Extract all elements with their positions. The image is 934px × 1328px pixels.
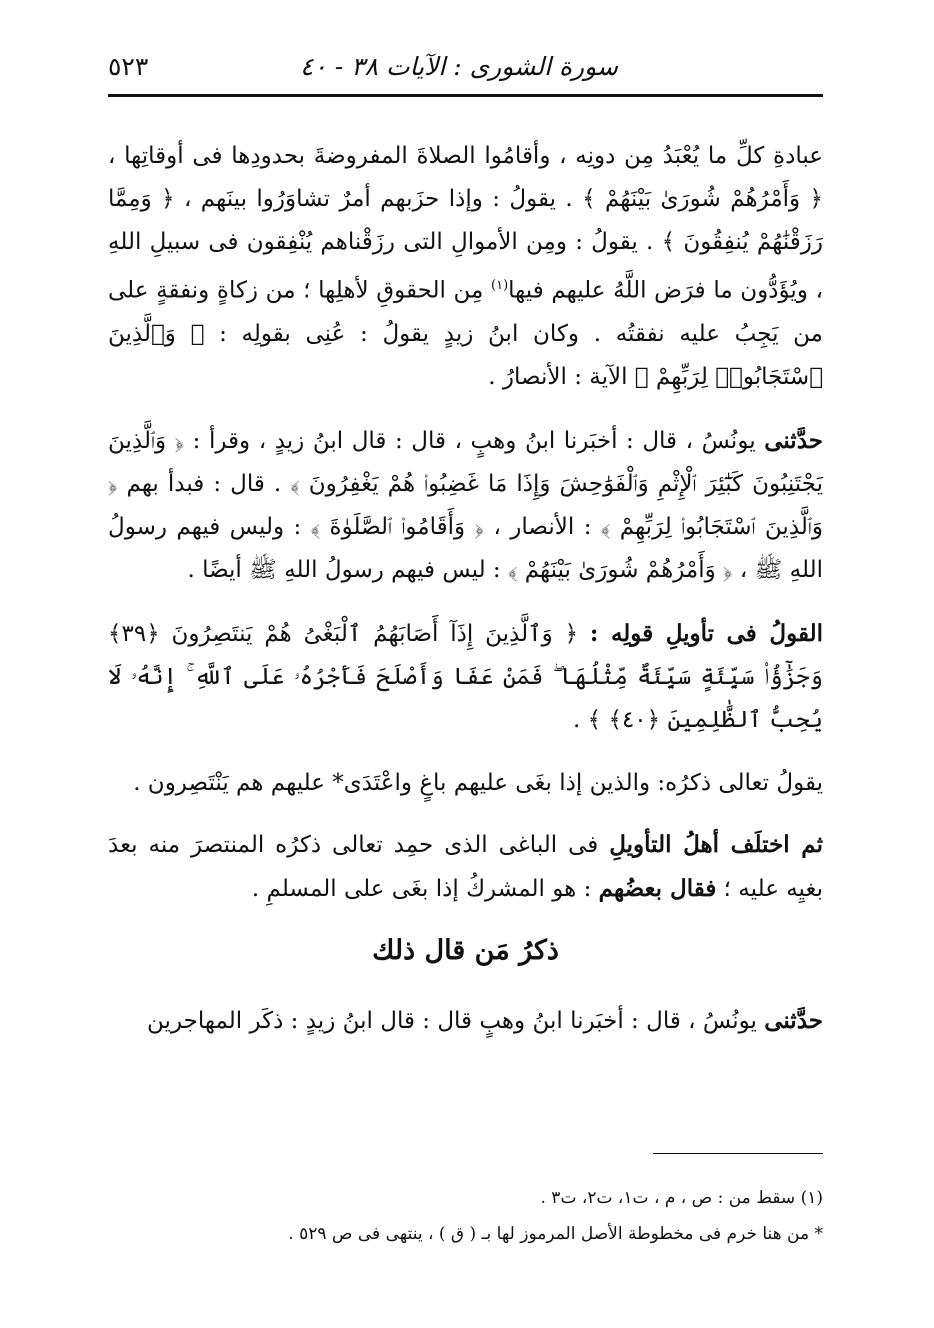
paragraph-1-tail: مِن الحقوقِ لأهلِها ؛ من زكاةٍ ونفقةٍ على من يَجِبُ عليه نفقتُه . وكان ابنُ زيدٍ يقولُ : عُنِى بقولِه : ﴿ وَٱلَّذِينَ ٱسْتَجَابُوا۟ لِرَبِّهِمْ ﴾ الآية : الأنصارُ . xyxy=(108,277,823,390)
paragraph-2 xyxy=(108,419,823,592)
footnote-1: (١) سقط من : ص ، م ، ت١، ت٢، ت٣ . xyxy=(540,1188,823,1208)
paragraph-5-mid: فى الباغى الذى حمِد تعالى ذكرُه المنتصرَ منه بعدَ بغيِه عليه ؛ xyxy=(108,831,823,902)
footnotes xyxy=(108,1180,823,1252)
paragraph-2-lead: حدَّثنى xyxy=(764,426,823,454)
page-body xyxy=(108,135,823,1063)
paragraph-1 xyxy=(108,135,823,399)
paragraph-3 xyxy=(108,612,823,742)
footnote-divider xyxy=(653,1153,823,1154)
footnote-marker-1: (١) xyxy=(491,278,509,293)
section-heading: ذكرُ مَن قال ذلك xyxy=(372,934,559,966)
running-title: سورة الشورى : الآيات ٣٨ - ٤٠ xyxy=(299,52,618,81)
paragraph-4 xyxy=(108,762,823,805)
paragraph-6-text: يونُسُ ، قال : أخبَرنا ابنُ وهبٍ قال : قال ابنُ زيدٍ : ذكَر المهاجرين xyxy=(147,1007,765,1034)
paragraph-2-text: يونُسُ ، قال : أخبَرنا ابنُ وهبٍ ، قال : قال ابنُ زيدٍ ، وقرأ : ﴿ وَٱلَّذِينَ يَجْتَنِبُونَ كَبَٰٓئِرَ ٱلْإِثْمِ وَٱلْفَوَٰحِشَ وَإِذَا مَا غَضِبُوا۟ هُمْ يَغْفِرُونَ ﴾ . قال : فبدأ بهم ﴿ وَٱلَّذِينَ ٱسْتَجَابُوا۟ لِرَبِّهِمْ ﴾ : الأنصار ، ﴿ وَأَقَامُوا۟ ٱلصَّلَوٰةَ ﴾ : وليس فيهم رسولُ اللهِ ﷺ ، ﴿ وَأَمْرُهُمْ شُورَىٰ بَيْنَهُمْ ﴾ : ليس فيهم رسولُ اللهِ ﷺ أيضًا . xyxy=(108,427,823,583)
paragraph-6 xyxy=(108,999,823,1043)
paragraph-4-text: يقولُ تعالى ذكرُه: والذين إذا بغَى عليهم باغٍ واعْتَدَى* عليهم هم يَنْتَصِرون . xyxy=(133,769,823,796)
paragraph-5-lead: ثم اختلَف أهلُ التأويلِ xyxy=(609,830,823,858)
paragraph-5 xyxy=(108,823,823,911)
page-header xyxy=(108,38,823,97)
paragraph-5-tail: : هو المشركُ إذا بغَى على المسلمِ . xyxy=(251,875,599,902)
paragraph-3-lead: القولُ فى تأويلِ قولِه : xyxy=(589,619,823,647)
page-number: ٥٢٣ xyxy=(108,52,149,81)
paragraph-1-text: عبادةِ كلِّ ما يُعْبَدُ مِن دونِه ، وأقامُوا الصلاةَ المفروضةَ بحدودِها فى أوقاتِها ، ﴿ وَأَمْرُهُمْ شُورَىٰ بَيْنَهُمْ ﴾ . يقولُ : وإذا حزَبهم أمرٌ تشاوَرُوا بينَهم ، ﴿ وَمِمَّا رَزَقْنَٰهُمْ يُنفِقُونَ ﴾ . يقولُ : ومِن الأموالِ التى رزَقْناهم يُنْفِقون فى سبيلِ اللهِ ، ويُؤَدُّون ما فرَض اللَّهُ عليهم فيها xyxy=(108,143,823,304)
footnote-2: * من هنا خرم فى مخطوطة الأصل المرموز لها بـ ( ق ) ، ينتهى فى ص ٥٢٩ . xyxy=(288,1224,823,1244)
paragraph-6-lead: حدَّثنى xyxy=(764,1006,823,1034)
paragraph-3-text: ﴿ وَٱلَّذِينَ إِذَآ أَصَابَهُمُ ٱلْبَغْىُ هُمْ يَنتَصِرُونَ ﴿٣٩﴾ وَجَزَٰٓؤُا۟ سَيِّئَةٍ سَيِّئَةٌ مِّثْلُهَا ۖ فَمَنْ عَفَا وَأَصْلَحَ فَأَجْرُهُۥ عَلَى ٱللَّهِ ۚ إِنَّهُۥ لَا يُحِبُّ ٱلظَّٰلِمِينَ ﴿٤٠﴾ ﴾ . xyxy=(108,620,823,733)
paragraph-5-lead-2: فقال بعضُهم xyxy=(598,874,717,902)
